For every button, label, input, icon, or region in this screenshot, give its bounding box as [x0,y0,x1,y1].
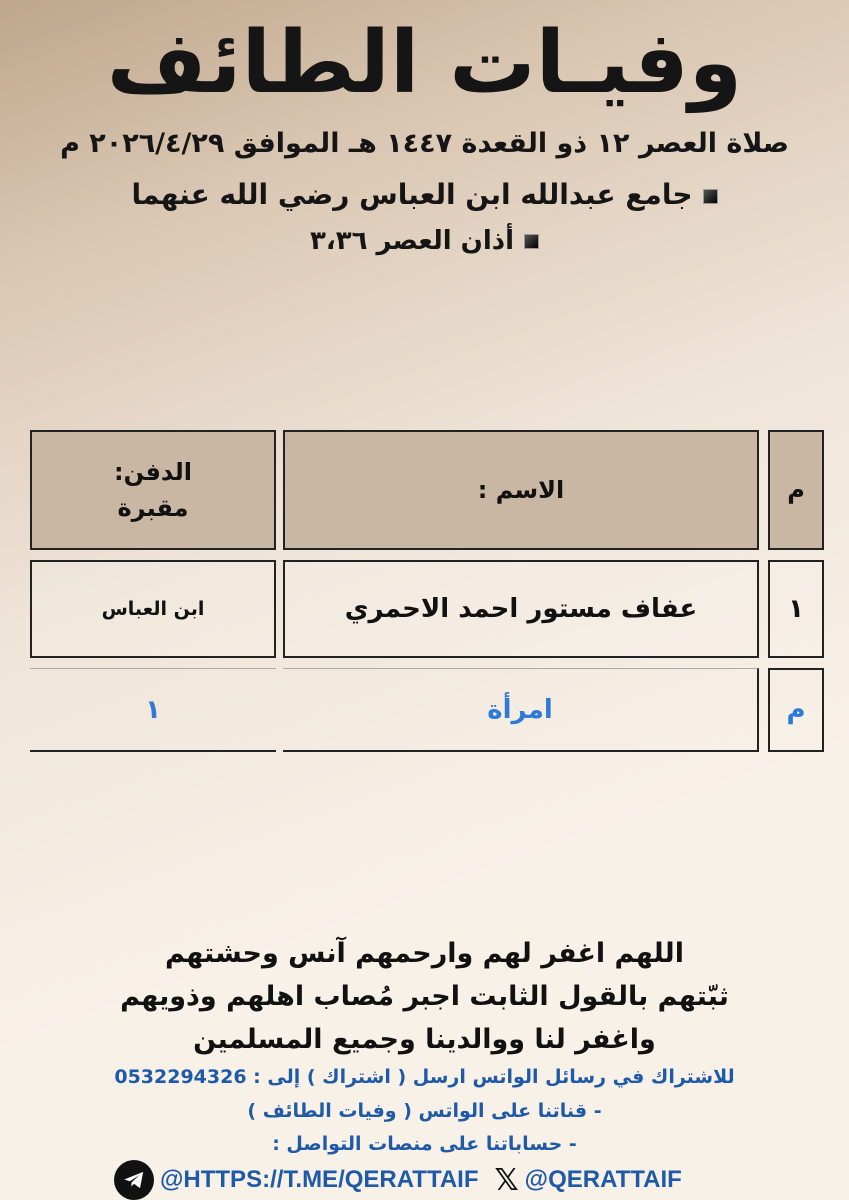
summary-count-value: ١ [145,694,161,725]
header-burial-label: الدفن: مقبرة [114,458,193,522]
dua-block [0,932,849,1061]
table-row-num [768,560,824,658]
page-title: وفيـات الطائف [106,13,743,113]
bullet-square-icon [524,234,539,249]
row-num-value: ١ [788,594,804,624]
table-row-burial [30,560,276,658]
summary-count [30,668,276,752]
social-handles [114,1160,682,1200]
bullet-square-icon [703,189,718,204]
prayer-time-line: صلاة العصر ١٢ ذو القعدة ١٤٤٧ هـ الموافق ٢٠٢٦/٤/٢٩ م [60,128,789,159]
dua-line: واغفر لنا ووالدينا وجميع المسلمين [193,1024,656,1055]
social-accounts-line: - حساباتنا على منصات التواصل : [272,1133,577,1155]
header-num-label: م [787,476,805,504]
whatsapp-channel-line: - قناتنا على الواتس ( وفيات الطائف ) [247,1100,602,1122]
x-logo-icon[interactable]: 𝕏 [494,1162,519,1198]
x-handle[interactable]: @QERATTAIF [524,1166,682,1193]
header-name [283,430,759,550]
adhan-line [0,226,849,256]
telegram-handle[interactable]: @HTTPS://T.ME/QERATTAIF [160,1166,479,1193]
telegram-icon[interactable] [114,1160,154,1200]
header-num [768,430,824,550]
summary-num [768,668,824,752]
dua-line: اللهم اغفر لهم وارحمهم آنس وحشتهم [165,938,684,969]
table-row-name [283,560,759,658]
header-name-label: الاسم : [477,476,565,504]
subscribe-whatsapp-line: للاشتراك في رسائل الواتس ارسل ( اشتراك ) إلى : 0532294326 [114,1066,735,1088]
row-burial-value: ابن العباس [101,598,205,620]
header-burial [30,430,276,550]
summary-num-label: م [786,695,806,725]
dua-line: ثبّتهم بالقول الثابت اجبر مُصاب اهلهم وذويهم [120,981,729,1012]
summary-label-text: امرأة [487,694,553,725]
summary-label [283,668,759,752]
mosque-line [0,178,849,211]
mosque-name: جامع عبدالله ابن العباس رضي الله عنهما [131,178,693,211]
row-name-value: عفاف مستور احمد الاحمري [344,594,698,624]
adhan-time: أذان العصر ٣،٣٦ [309,226,515,256]
